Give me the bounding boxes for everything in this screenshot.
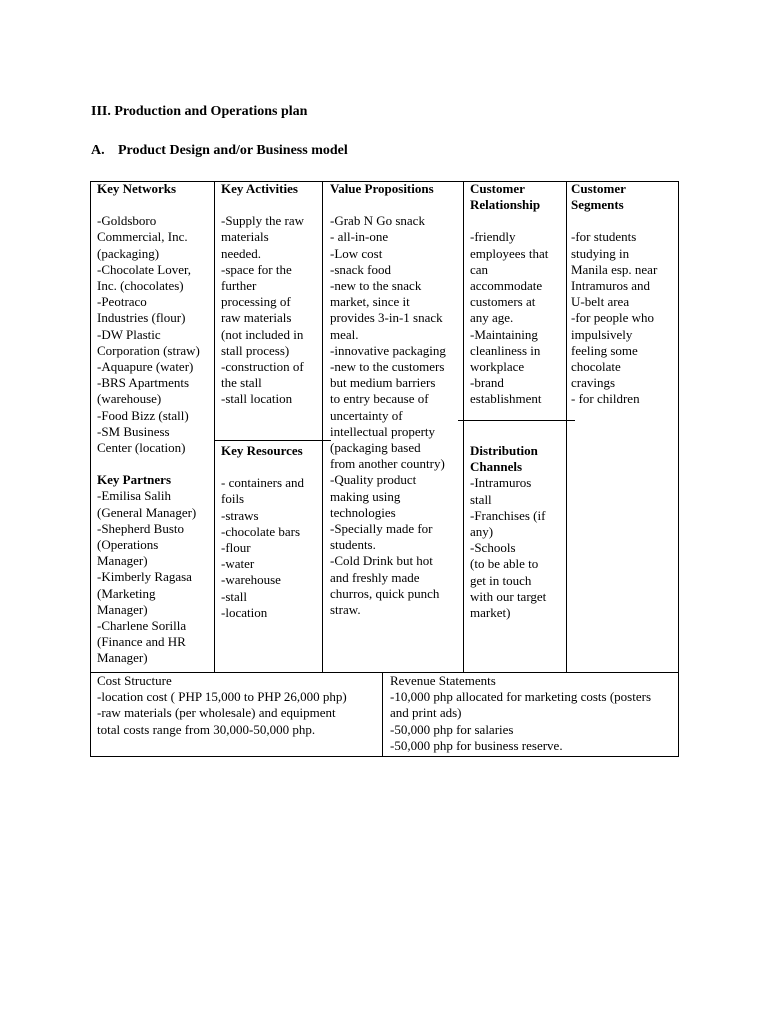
key-activities-line: -space for the	[221, 261, 292, 277]
value-propositions-line: to entry because of	[330, 391, 429, 407]
key-partners-line: (General Manager)	[97, 504, 197, 520]
key-activities-title: Key Activities	[221, 181, 298, 196]
customer-segments-line: chocolate	[571, 359, 621, 375]
value-propositions-line: from another country)	[330, 456, 445, 472]
key-partners-line: -Charlene Sorilla	[97, 618, 187, 634]
customer-segments-line: Intramuros and	[571, 278, 651, 294]
key-networks-line: (packaging)	[97, 245, 160, 261]
customer-relationship-line: employees that	[470, 245, 549, 261]
customer-relationship-line: can	[470, 261, 489, 277]
distribution-channels-line: any)	[470, 524, 494, 540]
revenue-statements-line: -50,000 php for salaries	[390, 721, 514, 737]
customer-relationship-cell	[470, 181, 548, 408]
key-networks-cell	[97, 181, 200, 667]
value-propositions-line: uncertainty of	[330, 407, 403, 423]
key-partners-title: Key Partners	[97, 472, 172, 488]
subsection-marker: A.	[91, 143, 105, 158]
revenue-statements-cell	[390, 673, 651, 754]
key-resources-line: foils	[221, 491, 245, 507]
value-propositions-line: churros, quick punch	[330, 585, 440, 601]
key-activities-line: the stall	[221, 375, 262, 391]
column-divider	[322, 181, 323, 672]
key-partners-line: -Kimberly Ragasa	[97, 569, 192, 585]
key-networks-line: -DW Plastic	[97, 326, 161, 342]
key-networks-line: -SM Business	[97, 423, 170, 439]
value-propositions-line: - all-in-one	[330, 229, 389, 245]
value-propositions-line: market, since it	[330, 294, 410, 310]
key-partners-line: (Marketing	[97, 585, 156, 601]
customer-relationship-line: customers at	[470, 294, 536, 310]
key-activities-line: raw materials	[221, 310, 292, 326]
distribution-channels-line: with our target	[470, 588, 547, 604]
customer-segments-line: impulsively	[571, 326, 633, 342]
key-networks-line: -Goldsboro	[97, 213, 157, 229]
customer-relationship-line: accommodate	[470, 278, 543, 294]
customer-segments-line: -for students	[571, 229, 637, 245]
key-resources-title: Key Resources	[221, 443, 303, 458]
key-partners-line: (Finance and HR	[97, 634, 186, 650]
customer-segments-cell	[571, 181, 657, 408]
key-networks-line: (warehouse)	[97, 391, 162, 407]
key-networks-title: Key Networks	[97, 181, 177, 196]
section-heading: III. Production and Operations plan	[91, 104, 308, 119]
key-networks-line: Center (location)	[97, 440, 186, 456]
customer-segments-title: Segments	[571, 197, 624, 213]
value-propositions-line: meal.	[330, 326, 359, 342]
value-propositions-line: -Low cost	[330, 245, 383, 261]
revenue-statements-line: and print ads)	[390, 705, 462, 721]
customer-segments-line: Manila esp. near	[571, 261, 658, 277]
key-networks-line: Industries (flour)	[97, 310, 186, 326]
revenue-statements-line: -10,000 php allocated for marketing costs (posters	[390, 689, 652, 705]
subsection-heading	[91, 143, 348, 159]
distribution-channels-line: stall	[470, 491, 492, 507]
value-propositions-line: -Specially made for	[330, 521, 433, 537]
cost-structure-cell	[97, 673, 347, 738]
key-networks-line: -Food Bizz (stall)	[97, 407, 189, 423]
value-propositions-line: -Grab N Go snack	[330, 213, 425, 229]
key-partners-line: Manager)	[97, 601, 148, 617]
key-resources-line: -flour	[221, 540, 251, 556]
canvas-border-right	[678, 181, 679, 757]
key-networks-line: -Aquapure (water)	[97, 359, 194, 375]
distribution-channels-line: -Schools	[470, 540, 516, 556]
key-activities-line: (not included in	[221, 326, 304, 342]
key-resources-line: - containers and	[221, 475, 305, 491]
distribution-channels-line: -Franchises (if	[470, 507, 546, 523]
value-propositions-line: students.	[330, 537, 376, 553]
cost-structure-line: total costs range from 30,000-50,000 php.	[97, 721, 316, 737]
canvas-border-left	[90, 181, 91, 757]
customer-segments-line: feeling some	[571, 342, 638, 358]
activities-resources-divider	[214, 440, 331, 441]
key-resources-line: -location	[221, 604, 268, 620]
customer-relationship-title: Relationship	[470, 197, 541, 213]
value-propositions-title: Value Propositions	[330, 181, 434, 196]
cost-structure-line: -location cost ( PHP 15,000 to PHP 26,000 php)	[97, 689, 347, 705]
value-propositions-line: straw.	[330, 602, 361, 618]
key-activities-line: stall process)	[221, 342, 290, 358]
column-divider	[463, 181, 464, 672]
value-propositions-line: making using	[330, 488, 401, 504]
customer-segments-line: U-belt area	[571, 294, 630, 310]
key-networks-line: -Peotraco	[97, 294, 147, 310]
column-divider	[214, 181, 215, 672]
distribution-channels-title: Channels	[470, 459, 523, 475]
key-resources-cell	[221, 443, 304, 621]
value-propositions-line: -Cold Drink but hot	[330, 553, 433, 569]
value-propositions-line: -new to the customers	[330, 359, 445, 375]
value-propositions-cell	[330, 181, 446, 618]
value-propositions-line: -Quality product	[330, 472, 417, 488]
distribution-channels-line: (to be able to	[470, 556, 539, 572]
value-propositions-line: technologies	[330, 504, 396, 520]
customer-relationship-line: -friendly	[470, 229, 516, 245]
key-activities-line: materials	[221, 229, 269, 245]
value-propositions-line: provides 3-in-1 snack	[330, 310, 443, 326]
customer-relationship-line: any age.	[470, 310, 514, 326]
customer-segments-title: Customer	[571, 181, 626, 196]
value-propositions-line: intellectual property	[330, 423, 436, 439]
key-resources-line: -straws	[221, 507, 259, 523]
key-resources-line: -stall	[221, 588, 247, 604]
business-model-canvas	[90, 181, 679, 757]
customer-relationship-line: -brand	[470, 375, 504, 391]
value-propositions-line: but medium barriers	[330, 375, 436, 391]
key-partners-line: (Operations	[97, 537, 159, 553]
value-propositions-line: -new to the snack	[330, 278, 422, 294]
customer-segments-line: cravings	[571, 375, 616, 391]
key-partners-line: -Emilisa Salih	[97, 488, 172, 504]
key-activities-line: further	[221, 278, 257, 294]
key-activities-line: -stall location	[221, 391, 293, 407]
key-resources-line: -warehouse	[221, 572, 281, 588]
key-resources-line: -water	[221, 556, 255, 572]
subsection-title: Product Design and/or Business model	[118, 143, 348, 158]
cost-revenue-divider	[382, 672, 383, 757]
value-propositions-line: -snack food	[330, 261, 392, 277]
canvas-border-bottom	[90, 756, 679, 757]
value-propositions-line: -innovative packaging	[330, 342, 446, 358]
key-resources-line: -chocolate bars	[221, 523, 301, 539]
value-propositions-line: and freshly made	[330, 569, 420, 585]
distribution-channels-line: market)	[470, 605, 511, 621]
cost-structure-line: -raw materials (per wholesale) and equipment	[97, 705, 336, 721]
customer-relationship-line: cleanliness in	[470, 342, 541, 358]
key-partners-line: Manager)	[97, 553, 148, 569]
distribution-channels-line: -Intramuros	[470, 475, 532, 491]
key-activities-cell	[221, 181, 304, 408]
key-activities-line: -construction of	[221, 359, 304, 375]
key-partners-line: -Shepherd Busto	[97, 520, 185, 536]
customer-relationship-title: Customer	[470, 181, 525, 196]
key-networks-line: Commercial, Inc.	[97, 229, 188, 245]
key-activities-line: needed.	[221, 245, 262, 261]
customer-relationship-line: establishment	[470, 391, 542, 407]
key-networks-line: -BRS Apartments	[97, 375, 190, 391]
key-partners-line: Manager)	[97, 650, 148, 666]
key-networks-line: Inc. (chocolates)	[97, 278, 184, 294]
distribution-channels-line: get in touch	[470, 572, 532, 588]
distribution-channels-title: Distribution	[470, 443, 538, 458]
customer-segments-line: - for children	[571, 391, 640, 407]
customer-relationship-line: -Maintaining	[470, 326, 538, 342]
key-activities-line: processing of	[221, 294, 291, 310]
customer-segments-line: -for people who	[571, 310, 655, 326]
key-networks-line: -Chocolate Lover,	[97, 261, 192, 277]
key-activities-line: -Supply the raw	[221, 213, 305, 229]
key-networks-line: Corporation (straw)	[97, 342, 200, 358]
customer-relationship-line: workplace	[470, 359, 525, 375]
revenue-statements-line: -50,000 php for business reserve.	[390, 737, 563, 753]
customer-segments-line: studying in	[571, 245, 630, 261]
value-propositions-line: (packaging based	[330, 440, 421, 456]
column-divider	[566, 181, 567, 672]
relationship-channels-divider	[458, 420, 575, 421]
distribution-channels-cell	[470, 443, 546, 621]
revenue-statements-title: Revenue Statements	[390, 673, 496, 688]
cost-structure-title: Cost Structure	[97, 673, 172, 688]
